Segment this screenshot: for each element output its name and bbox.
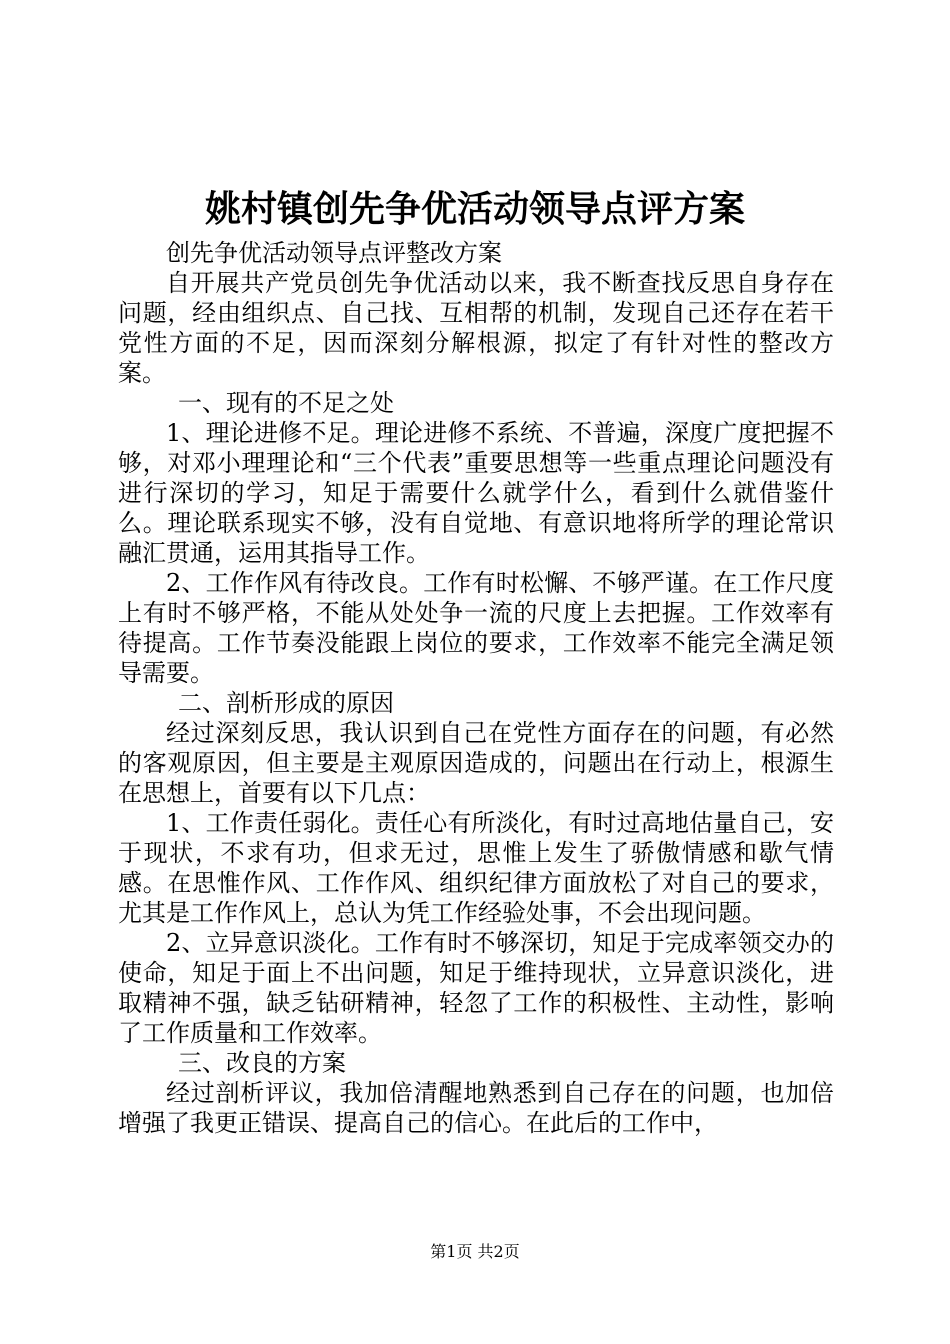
body-paragraph: 1、理论进修不足。理论进修不系统、不普遍，深度广度把握不够，对邓小理理论和“三个代表”重要思想等一些重点理论问题没有进行深切的学习，知足于需要什么就学什么，看到什么就借鉴什么。理论联系现实不够，没有自觉地、有意识地将所学的理论常识融汇贯通，运用其指导工作。 (118, 419, 834, 567)
body-paragraph: 2、立异意识淡化。工作有时不够深切，知足于完成率领交办的使命，知足于面上不出问题，知足于维持现状，立异意识淡化，进取精神不强，缺乏钻研精神，轻忽了工作的积极性、主动性，影响了工作质量和工作效率。 (118, 929, 834, 1047)
subtitle-paragraph: 创先争优活动领导点评整改方案 (166, 239, 502, 267)
body-paragraph: 1、工作责任弱化。责任心有所淡化，有时过高地估量自己，安于现状，不求有功，但求无过，思惟上发生了骄傲情感和歇气情感。在思惟作风、工作作风、组织纪律方面放松了对自己的要求，尤其是工作作风上，总认为凭工作经验处事，不会出现问题。 (118, 809, 834, 927)
section-heading-2: 二、剖析形成的原因 (178, 689, 394, 717)
body-paragraph: 2、工作作风有待改良。工作有时松懈、不够严谨。在工作尺度上有时不够严格，不能从处处争一流的尺度上去把握。工作效率有待提高。工作节奏没能跟上岗位的要求，工作效率不能完全满足领导需要。 (118, 569, 834, 687)
page-footer: 第1页 共2页 (430, 1242, 520, 1261)
section-heading-3: 三、改良的方案 (178, 1049, 346, 1077)
intro-paragraph: 自开展共产党员创先争优活动以来，我不断查找反思自身存在问题，经由组织点、自己找、互相帮的机制，发现自己还存在若干党性方面的不足，因而深刻分解根源，拟定了有针对性的整改方案。 (118, 269, 834, 387)
document-title: 姚村镇创先争优活动领导点评方案 (204, 188, 745, 230)
body-paragraph: 经过深刻反思，我认识到自己在党性方面存在的问题，有必然的客观原因，但主要是主观原因造成的，问题出在行动上，根源生在思想上，首要有以下几点： (118, 719, 834, 807)
document-body (118, 238, 834, 1138)
section-heading-1: 一、现有的不足之处 (178, 389, 394, 417)
body-paragraph: 经过剖析评议，我加倍清醒地熟悉到自己存在的问题，也加倍增强了我更正错误、提高自己的信心。在此后的工作中， (118, 1079, 834, 1137)
